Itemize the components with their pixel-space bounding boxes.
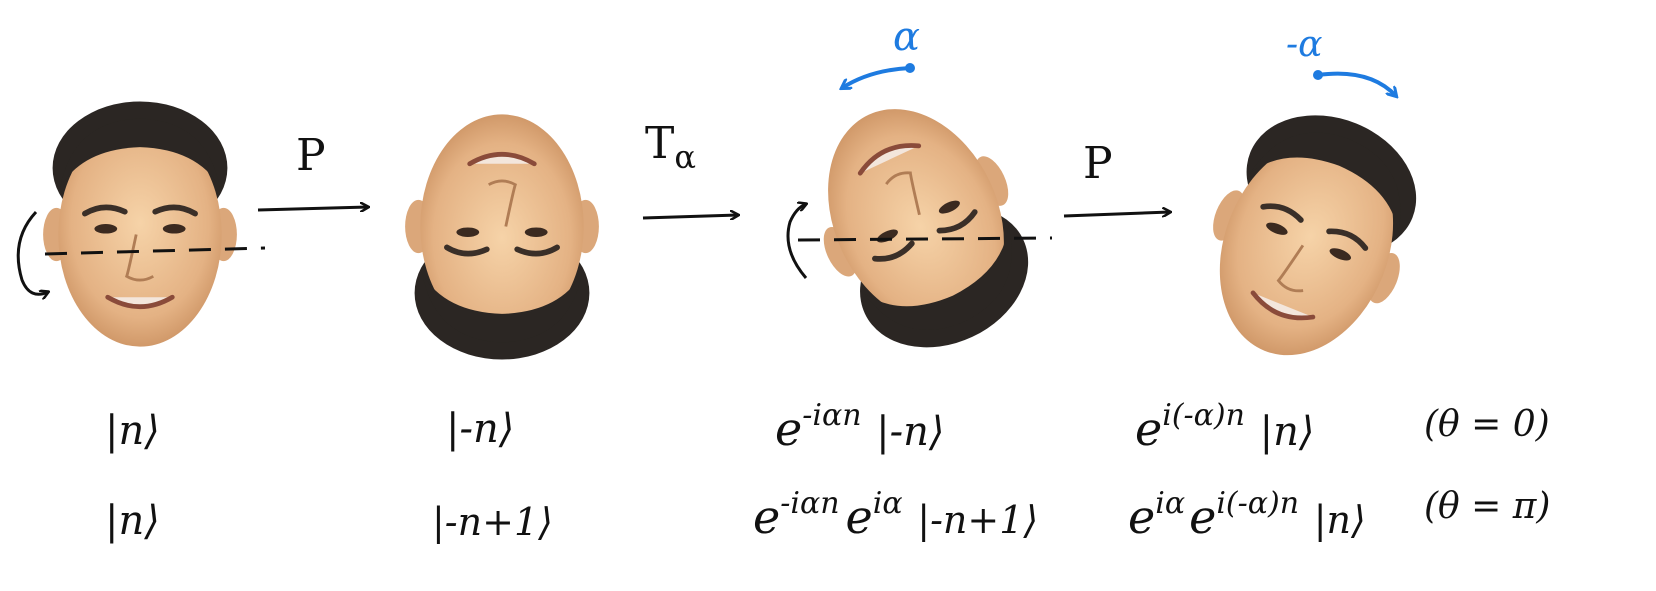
row2-state-4-base2: e: [1189, 490, 1217, 544]
row2-state-3-base2: e: [845, 490, 873, 544]
operator-translation-sub: α: [674, 138, 696, 176]
row1-state-3: [775, 398, 945, 456]
face-icon: [405, 114, 599, 359]
face-icon: [781, 74, 1060, 378]
face-icon: [43, 101, 237, 346]
row2-state-3: [753, 486, 1038, 544]
rotation-arrow-icon: [1318, 74, 1396, 96]
row2-state-4-exp2: i(-α)n: [1216, 486, 1300, 521]
face-icon: [1175, 87, 1447, 387]
row1-state-3-ket: |-n⟩: [876, 409, 945, 455]
rotation-arrow-icon: [842, 68, 910, 88]
row1-theta-note: (θ = 0): [1424, 404, 1550, 445]
row1-state-3-exp: -iαn: [802, 398, 862, 433]
operator-parity-2: P: [1083, 138, 1113, 189]
row2-state-3-ket: |-n+1⟩: [917, 498, 1039, 542]
arrow-right-icon: [1064, 212, 1170, 216]
row1-state-4-ket: |n⟩: [1259, 409, 1315, 455]
rotation-arrow-icon: [18, 212, 48, 294]
row2-state-3-exp1: -iαn: [780, 486, 840, 521]
row2-state-4-base1: e: [1128, 490, 1156, 544]
row2-state-3-base1: e: [753, 490, 781, 544]
row1-state-4-exp: i(-α)n: [1162, 398, 1245, 433]
row2-state-4-exp1: iα: [1155, 486, 1186, 521]
row2-theta-note: (θ = π): [1424, 486, 1551, 527]
operator-translation-main: T: [645, 118, 675, 169]
arrow-right-icon: [643, 215, 738, 218]
row1-state-1: |n⟩: [105, 408, 160, 454]
row1-state-4-base: e: [1135, 402, 1163, 456]
rotation-label-alpha: α: [893, 14, 921, 60]
row2-state-4-ket: |n⟩: [1313, 498, 1366, 542]
operator-translation: [645, 118, 696, 176]
rotation-label-minus-alpha: -α: [1286, 24, 1323, 65]
row2-state-3-exp2: iα: [872, 486, 903, 521]
row2-state-4: [1128, 486, 1366, 544]
row1-state-4: [1135, 398, 1314, 456]
row2-state-1: |n⟩: [105, 498, 160, 544]
arrow-right-icon: [258, 207, 368, 210]
row2-state-2: |-n+1⟩: [432, 500, 553, 544]
operator-parity-1: P: [296, 130, 326, 181]
row1-state-3-base: e: [775, 402, 803, 456]
row1-state-2: |-n⟩: [446, 406, 515, 452]
